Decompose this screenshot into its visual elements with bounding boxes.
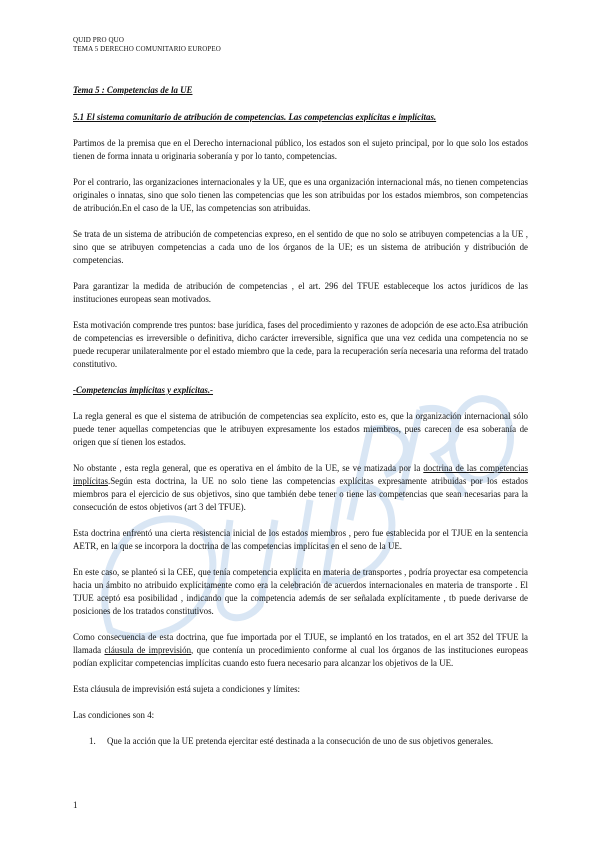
list-item-text: Que la acción que la UE pretenda ejercitar esté destinada a la consecución de uno de sus objetivos generales. xyxy=(107,736,494,746)
paragraph-2: Por el contrario, las organizaciones internacionales y la UE, que es una organización internacional más, no tienen competencias originales o innatas, sino que solo tienen las competencias que les son atribuidas por los estados miembros, son competencias de atribución.En el caso de la UE, las competencias son atribuidas. xyxy=(73,177,528,213)
paragraph-1: Partimos de la premisa que en el Derecho internacional público, los estados son el sujeto principal, por lo que solo los estados tienen de forma innata u originaria soberanía y por lo tanto, competencias. xyxy=(73,138,528,161)
paragraph-10-part-b: , que contenía un procedimiento conforme al cual los órganos de las instituciones europeas podían explicitar competencias implícitas cuando esto fuera necesario para alcanzar los objetivos de la UE. xyxy=(73,645,529,668)
paragraph-4: Para garantizar la medida de atribución de competencias , el art. 296 del TFUE estableceque los actos jurídicos de las instituciones europeas sean motivados. xyxy=(73,281,528,304)
paragraph-8: Esta doctrina enfrentó una cierta resistencia inicial de los estados miembros , pero fue establecida por el TJUE en la sentencia AETR, en la que se incorpora la doctrina de las competencias implícitas en el seno de la UE. xyxy=(73,528,528,551)
paragraph-7 xyxy=(73,462,528,514)
header-line-2: TEMA 5 DERECHO COMUNITARIO EUROPEO xyxy=(73,44,221,53)
page-title: Tema 5 : Competencias de la UE xyxy=(73,85,193,95)
document-header xyxy=(73,36,221,53)
paragraph-9: En este caso, se planteó si la CEE, que tenía competencia explícita en materia de transportes , podría proyectar esa competencia hacia un ámbito no atribuido explícitamente como era la celebración de acuerdos internacionales en materia de transporte . El TJUE aceptó esa posibilidad , indicando que la competencia además de ser señalada explícitamente , tb puede derivarse de posiciones de los tratados constitutivos. xyxy=(73,567,528,616)
paragraph-10 xyxy=(73,631,528,670)
paragraph-7-part-b: .Según esta doctrina, la UE no solo tiene las competencias explícitas expresamente atribuidas por los estados miembros para el ejercicio de sus objetivos, sino que también debe tener o tiene las competencias que sean necesarias para la consecución de estos objetivos (art 3 del TFUE). xyxy=(73,476,528,512)
conditions-list xyxy=(73,735,528,748)
page-number: 1 xyxy=(73,800,78,810)
paragraph-11: Esta cláusula de imprevisión está sujeta a condiciones y límites: xyxy=(73,684,300,694)
section-heading-5-1: 5.1 El sistema comunitario de atribución de competencias. Las competencias explícitas e implícitas. xyxy=(73,112,437,122)
document-body xyxy=(73,84,528,748)
doctrina-term: doctrina de las competencias implícitas xyxy=(73,463,528,486)
paragraph-5: Esta motivación comprende tres puntos: base jurídica, fases del procedimiento y razones de adopción de ese acto.Esa atribución de competencias es irreversible o definitiva, dicho carácter irreversible, significa que una vez cedida una competencia no se puede recuperar unilateralmente por el estado miembro que la cede, para la recuperación sería necesaria una reforma del tratado constitutivo. xyxy=(73,320,528,369)
list-item-number: 1. xyxy=(89,736,96,746)
paragraph-3: Se trata de un sistema de atribución de competencias expreso, en el sentido de que no solo se atribuyen competencias a la UE , sino que se atribuyen competencias a cada uno de los órganos de la UE; es un sistema de atribución y distribución de competencias. xyxy=(73,229,528,265)
section-heading-competencias: -Competencias implícitas y explícitas.- xyxy=(73,385,214,395)
paragraph-12: Las condiciones son 4: xyxy=(73,710,155,720)
paragraph-10-part-a: Como consecuencia de esta doctrina, que fue importada por el TJUE, se implantó en los tratados, en el art 352 del TFUE la llamada xyxy=(73,632,528,655)
list-item xyxy=(73,735,528,748)
paragraph-6: La regla general es que el sistema de atribución de competencias sea explícito, esto es, que la organización internacional sólo puede tener aquellas competencias que le atribuyen expresamente los estados miembros, pues carecen de esa soberanía de origen que sí tienen los estados. xyxy=(73,411,528,447)
header-line-1: QUID PRO QUO xyxy=(73,36,124,44)
paragraph-7-part-a: No obstante , esta regla general, que es operativa en el ámbito de la UE, se ve matizada por la xyxy=(73,463,424,473)
clausula-term: cláusula de imprevisión xyxy=(104,645,192,655)
